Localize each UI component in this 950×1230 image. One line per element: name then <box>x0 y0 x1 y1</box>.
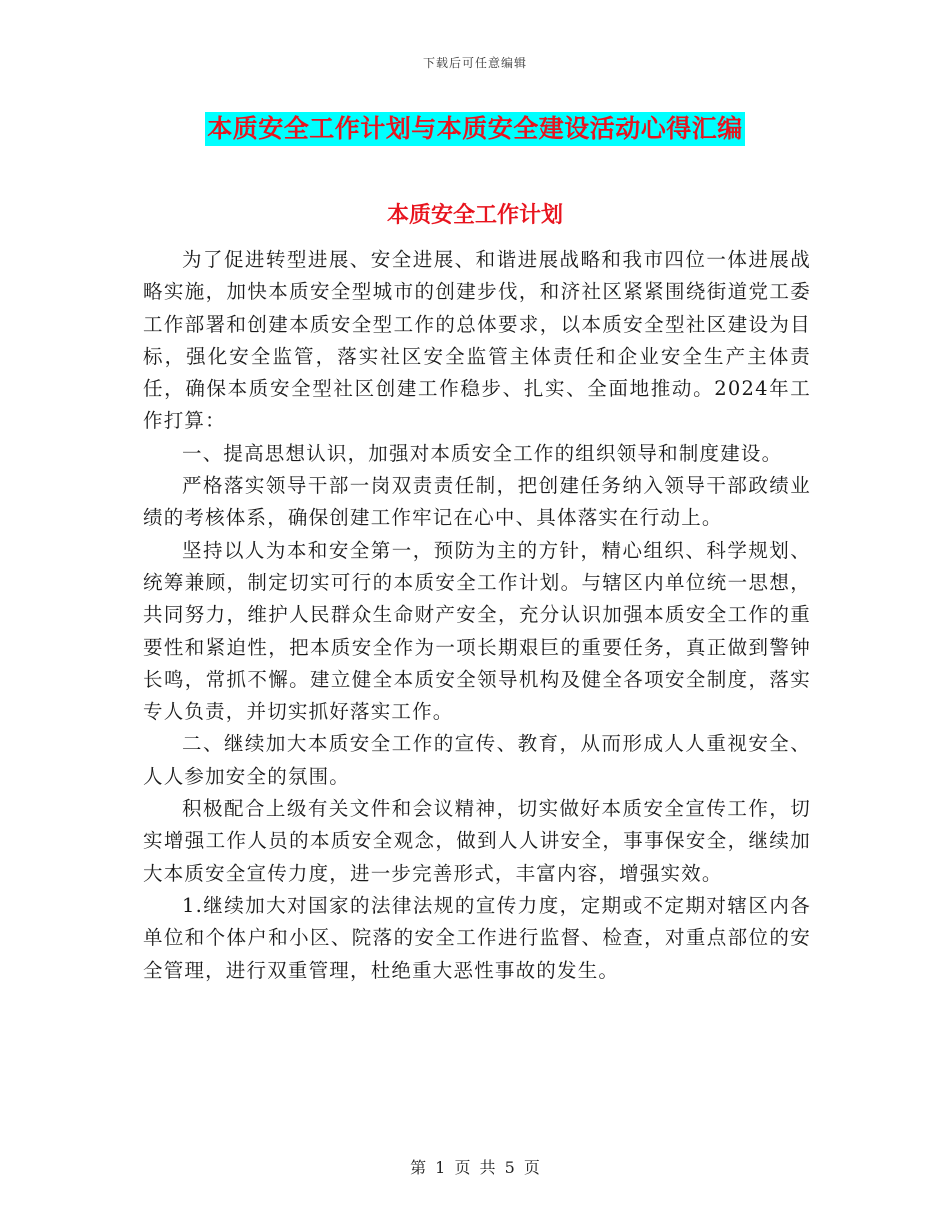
paragraph: 严格落实领导干部一岗双责责任制，把创建任务纳入领导干部政绩业绩的考核体系，确保创建工作牢记在心中、具体落实在行动上。 <box>143 474 811 530</box>
section-title: 本质安全工作计划 <box>386 203 563 228</box>
paragraph: 1.继续加大对国家的法律法规的宣传力度，定期或不定期对辖区内各单位和个体户和小区、院落的安全工作进行监督、检查，对重点部位的安全管理，进行双重管理，杜绝重大恶性事故的发生。 <box>143 893 811 982</box>
page-header-note: 下载后可任意编辑 <box>422 56 527 70</box>
paragraph: 积极配合上级有关文件和会议精神，切实做好本质安全宣传工作，切实增强工作人员的本质安全观念，做到人人讲安全，事事保安全，继续加大本质安全宣传力度，进一步完善形式，丰富内容，增强实效。 <box>143 797 811 885</box>
document-body <box>143 244 811 987</box>
paragraph: 为了促进转型进展、安全进展、和谐进展战略和我市四位一体进展战略实施，加快本质安全型城市的创建步伐，和济社区紧紧围绕街道党工委工作部署和创建本质安全型工作的总体要求，以本质安全型社区建设为目标，强化安全监管，落实社区安全监管主体责任和企业安全生产主体责任，确保本质安全型社区创建工作稳步、扎实、全面地推动。2024年工作打算： <box>143 248 811 433</box>
page-number: 第 1 页 共 5 页 <box>410 1158 540 1177</box>
document-title: 本质安全工作计划与本质安全建设活动心得汇编 <box>205 112 745 146</box>
paragraph: 一、提高思想认识，加强对本质安全工作的组织领导和制度建设。 <box>182 441 783 465</box>
paragraph: 二、继续加大本质安全工作的宣传、教育，从而形成人人重视安全、人人参加安全的氛围。 <box>143 732 811 788</box>
document-title-container <box>0 112 950 146</box>
paragraph: 坚持以人为本和安全第一，预防为主的方针，精心组织、科学规划、统筹兼顾，制定切实可行的本质安全工作计划。与辖区内单位统一思想，共同努力，维护人民群众生命财产安全，充分认识加强本质安全工作的重要性和紧迫性，把本质安全作为一项长期艰巨的重要任务，真正做到警钟长鸣，常抓不懈。建立健全本质安全领导机构及健全各项安全制度，落实专人负责，并切实抓好落实工作。 <box>143 538 811 724</box>
